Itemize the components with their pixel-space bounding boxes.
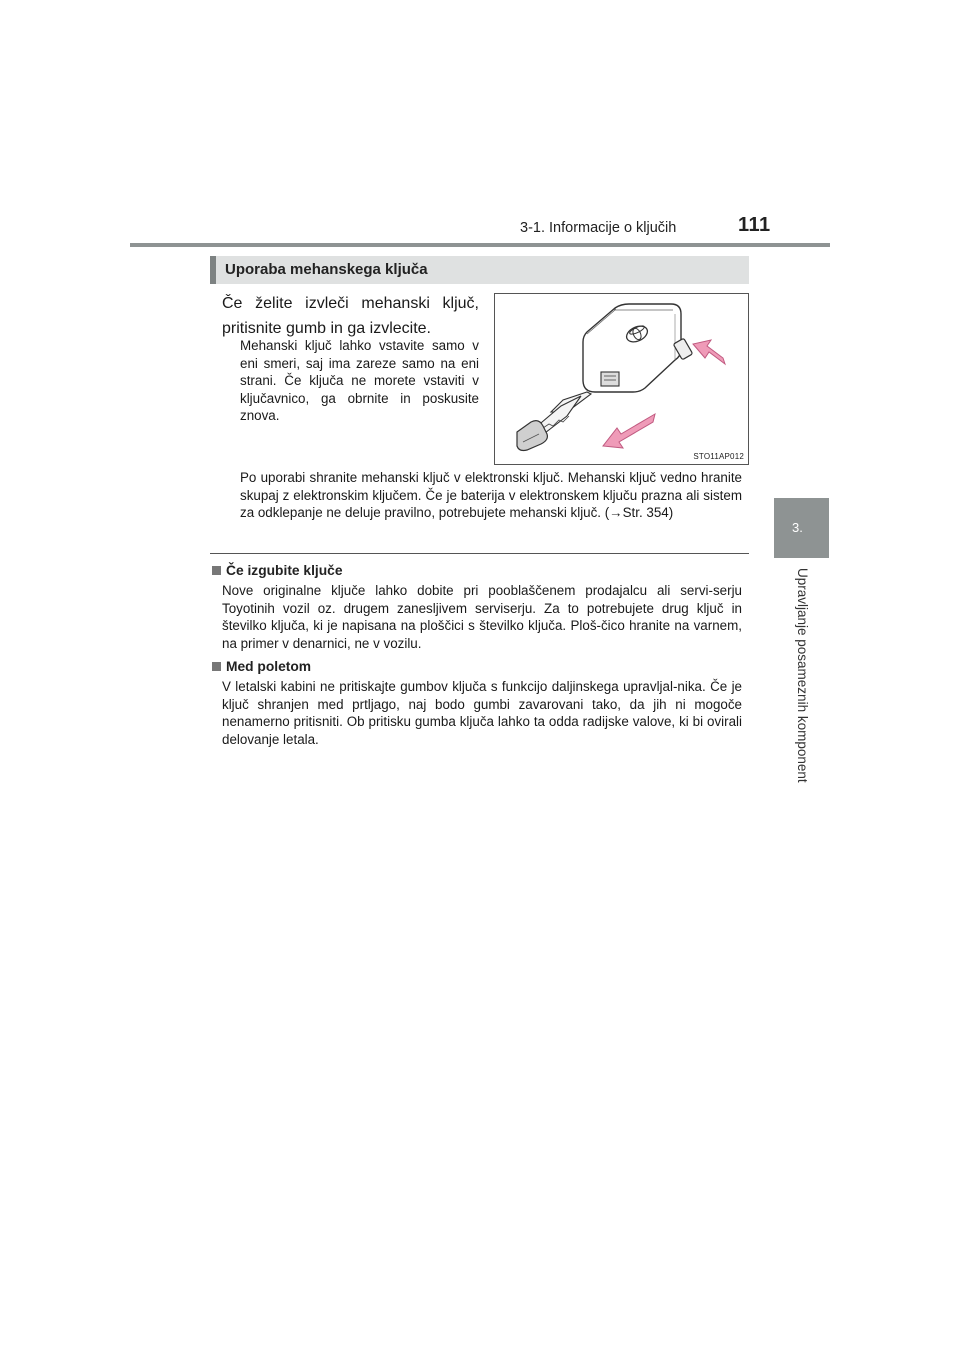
header-rule [130, 243, 830, 247]
header-title: 3-1. Informacije o ključih [520, 220, 677, 236]
section-divider [210, 553, 749, 554]
storage-paragraph: Po uporabi shranite mehanski ključ v elektronski ključ. Mehanski ključ vedno hranite skupaj z elektronskim ključem. Če je baterija v elektronskem ključu prazna ali sistem za odklepanje ne deluje pravilno, potrebujete mehanski ključ. (→Str. 354) [240, 470, 742, 521]
lead-line-1: Če želite izvleči mehanski ključ, [222, 295, 479, 312]
lead-line-2: pritisnite gumb in ga izvlecite. [222, 320, 431, 337]
lead-paragraph [222, 291, 479, 341]
section-header-accent [210, 256, 216, 284]
section-title: Uporaba mehanskega ključa [225, 261, 428, 278]
topic-title-lost-keys [212, 563, 343, 578]
topic-title-in-flight [212, 659, 311, 674]
bullet-square-icon [212, 566, 221, 575]
topic-title-text: Če izgubite ključe [226, 563, 343, 578]
page-number: 111 [738, 214, 771, 236]
key-illustration [494, 293, 749, 465]
topic-title-text: Med poletom [226, 659, 312, 674]
chapter-tab-number: 3. [792, 520, 803, 535]
figure-code: STO11AP012 [693, 452, 744, 461]
chapter-side-label: Upravljanje posameznih komponent [795, 568, 810, 783]
topic-body-in-flight: V letalski kabini ne pritiskajte gumbov ključa s funkcijo daljinskega upravljal-nika. Če je ključ shranjen med prtljago, naj bodo gumbi zavarovani tako, da jih ni mogoče nenamerno pritisniti. Ob pritisku gumba ključa lahko ta odda radijske valove, ki bi ovirali delovanje letala. [222, 679, 742, 747]
topic-body-lost-keys: Nove originalne ključe lahko dobite pri pooblaščenem prodajalcu ali servi-serju Toyotinih vozil oz. drugem zanesljivem serviserju. Za to potrebujete drug ključ in številko ključa, ki je napisana na ploščici s številko ključa. Ploš-čico hranite na varnem, na primer v denarnici, ne v vozilu. [222, 583, 742, 651]
bullet-square-icon [212, 662, 221, 671]
mechanical-key-drawing [495, 294, 748, 464]
insertion-note: Mehanski ključ lahko vstavite samo v eni smeri, saj ima zareze samo na eni strani. Če ključa ne morete vstaviti v ključavnico, ga obrnite in poskusite znova. [240, 338, 479, 424]
